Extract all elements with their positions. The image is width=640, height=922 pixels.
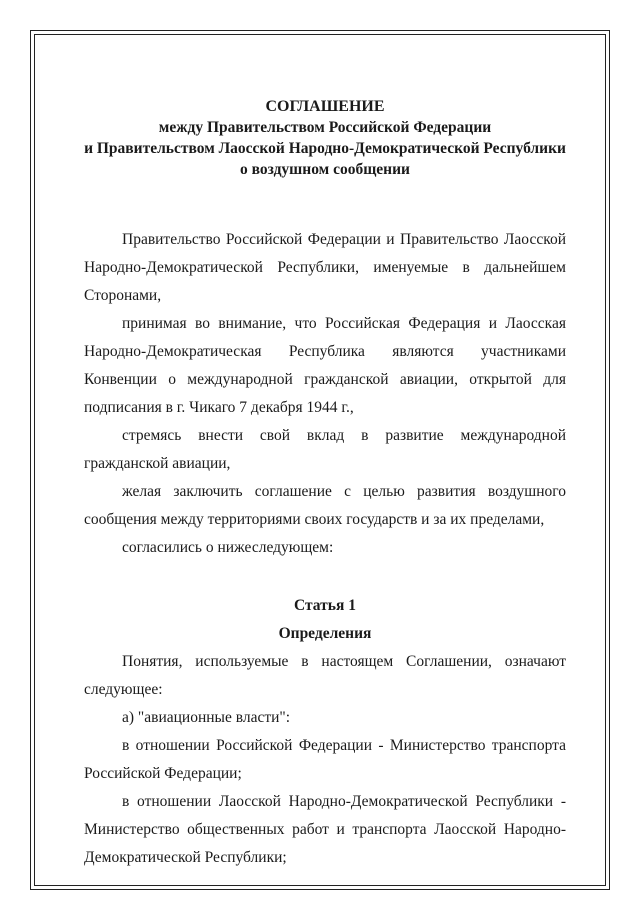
article-paragraph: Понятия, используемые в настоящем Соглашении, означают следующее: — [84, 653, 566, 698]
article-number: Статья 1 — [294, 597, 356, 614]
article-paragraph: в отношении Российской Федерации - Министерство транспорта Российской Федерации; — [84, 737, 566, 782]
article-paragraph: в отношении Лаосской Народно-Демократической Республики - Министерство общественных работ и транспорта Лаосской Народно-Демократической Республики; — [84, 793, 566, 866]
title-line-1: СОГЛАШЕНИЕ — [265, 98, 385, 115]
article-heading: Определения — [278, 625, 372, 642]
article-body — [84, 648, 566, 872]
preamble — [84, 226, 566, 562]
preamble-paragraph: согласились о нижеследующем: — [122, 539, 334, 556]
document-content — [84, 96, 566, 872]
preamble-paragraph: принимая во внимание, что Российская Федерация и Лаосская Народно-Демократическая Республика являются участниками Конвенции о международной гражданской авиации, открытой для подписания в г. Чикаго 7 декабря 1944 г., — [84, 315, 566, 416]
document-title — [84, 96, 566, 180]
title-line-2: между Правительством Российской Федерации — [158, 119, 492, 136]
title-line-4: о воздушном сообщении — [240, 161, 410, 178]
title-line-3: и Правительством Лаосской Народно-Демократической Республики — [84, 140, 566, 157]
preamble-paragraph: стремясь внести свой вклад в развитие международной гражданской авиации, — [84, 427, 566, 472]
preamble-paragraph: Правительство Российской Федерации и Правительство Лаосской Народно-Демократической Республики, именуемые в дальнейшем Сторонами, — [84, 231, 566, 304]
article-paragraph: а) "авиационные власти": — [122, 709, 291, 726]
preamble-paragraph: желая заключить соглашение с целью развития воздушного сообщения между территориями своих государств и за их пределами, — [84, 483, 566, 528]
